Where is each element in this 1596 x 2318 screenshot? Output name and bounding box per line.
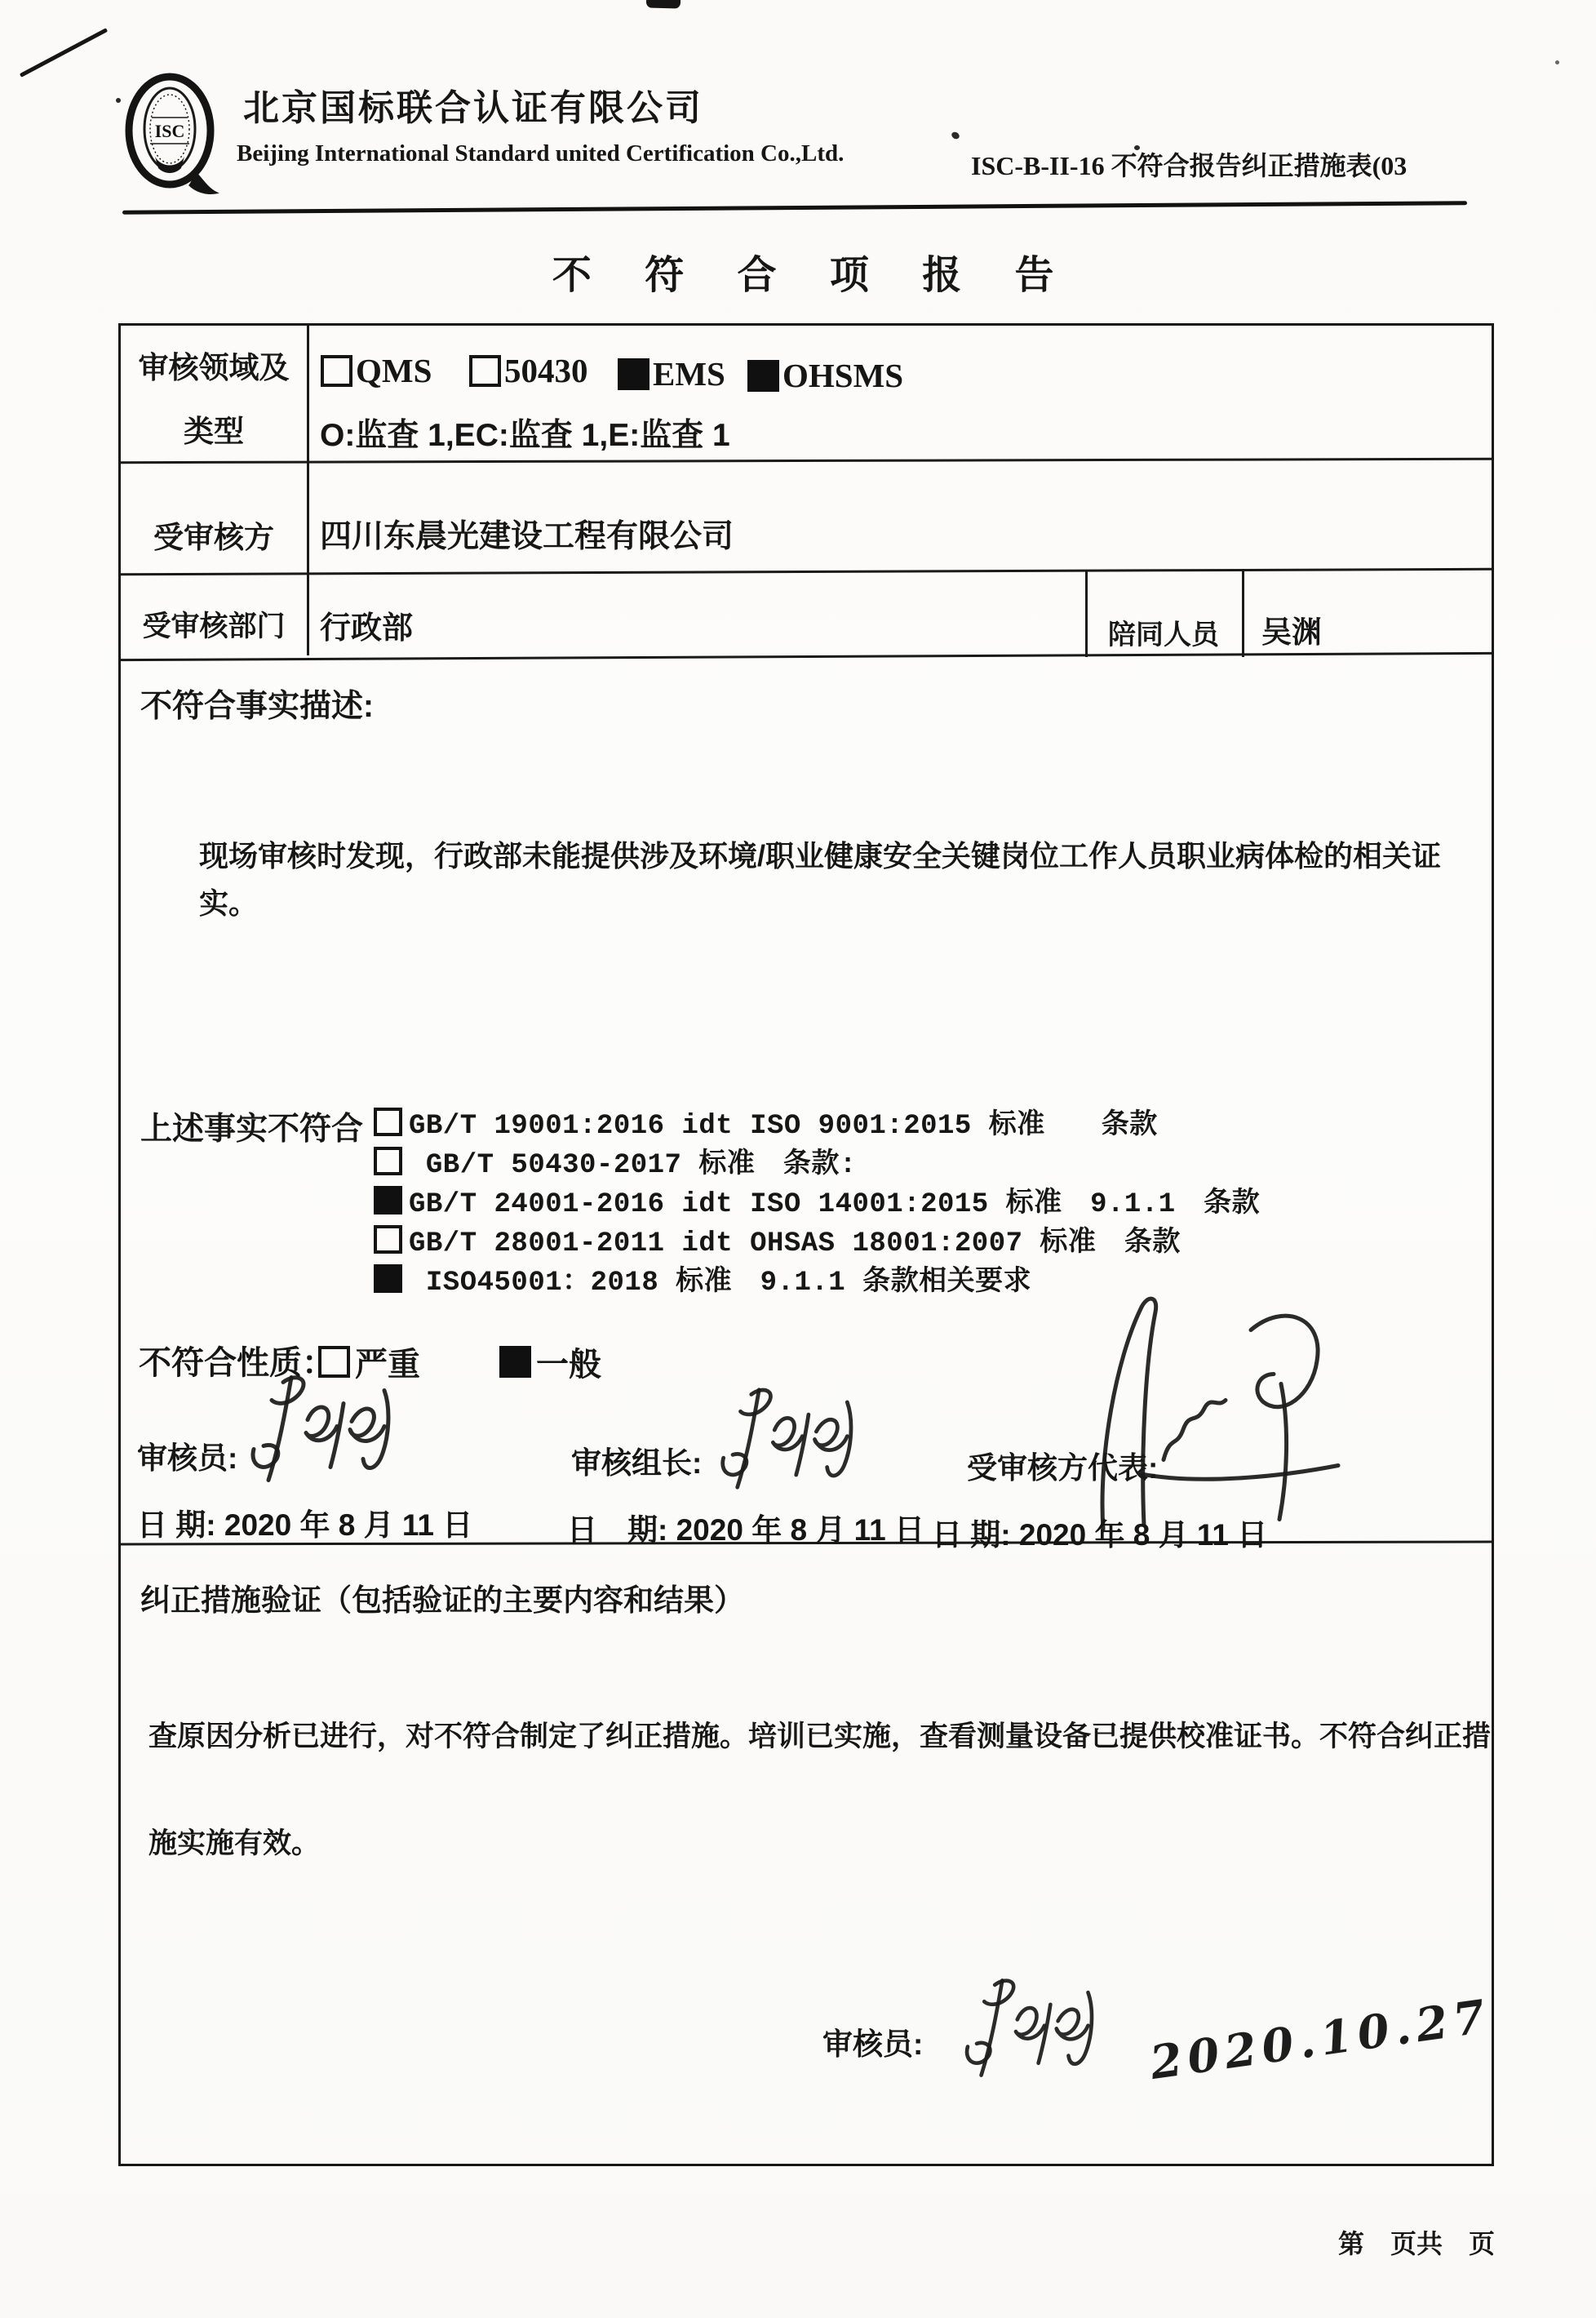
- nature-option-label: 严重: [355, 1347, 420, 1383]
- page-footer: 第 页共 页: [1338, 2229, 1496, 2258]
- standard-item: [374, 1180, 1260, 1219]
- scope-option-label: EMS: [653, 355, 725, 393]
- logo-text: ISC: [154, 121, 185, 141]
- scope-option-label: OHSMS: [782, 357, 904, 394]
- signature-auditee-representative: [1075, 1283, 1357, 1543]
- checkbox-ems: [618, 358, 649, 390]
- lead-auditor-date: 日 期: 2020 年 8 月 11 日: [567, 1513, 925, 1547]
- auditee-representative-date: 日 期: 2020 年 8 月 11 日: [932, 1518, 1268, 1552]
- checkbox-gbt28001: [374, 1225, 402, 1254]
- checkbox-gbt24001: [374, 1186, 402, 1215]
- checkbox-50430: [469, 355, 501, 387]
- lead-auditor-label: 审核组长:: [571, 1446, 703, 1480]
- standard-text: GB/T 19001:2016 idt ISO 9001:2015 标准 条款: [409, 1111, 1158, 1142]
- standard-text: GB/T 50430-2017 标准 条款:: [409, 1150, 857, 1181]
- standard-item: [374, 1141, 1260, 1180]
- audit-type-line: O:监査 1,EC:监査 1,E:监査 1: [320, 418, 730, 453]
- scope-option-ems: [618, 357, 725, 391]
- scan-mark: [646, 0, 681, 9]
- clause-label: 上述事实不符合: [140, 1112, 364, 1147]
- facts-heading: 不符合事实描述:: [140, 689, 374, 724]
- scope-option-ohsms: [747, 359, 903, 393]
- doc-number: ISC-B-II-16 不符合报告纠正措施表(03: [971, 151, 1408, 180]
- signature-verification-auditor: [948, 1965, 1121, 2089]
- nature-option-label: 一般: [536, 1347, 601, 1383]
- standard-text: GB/T 24001-2016 idt ISO 14001:2015 标准 9.1.1 条款: [409, 1189, 1261, 1220]
- auditee-representative-label: 受审核方代表:: [967, 1451, 1159, 1485]
- scan-speck: [951, 131, 961, 140]
- auditee-value: 四川东晨光建设工程有限公司: [320, 519, 734, 554]
- verification-heading: 纠正措施验证（包括验证的主要内容和结果）: [140, 1583, 744, 1617]
- signature-auditor: [233, 1368, 420, 1489]
- companion-value: 吴渊: [1261, 615, 1322, 649]
- scan-mark: [20, 28, 108, 78]
- handwritten-date: 2020.10.27: [1146, 1989, 1495, 2090]
- facts-body: 现场审核时发现，行政部未能提供涉及环境/职业健康安全关键岗位工作人员职业病体检的相关证实。: [199, 839, 1442, 920]
- checkbox-iso45001: [374, 1264, 402, 1293]
- scope-option-50430: [469, 354, 588, 388]
- column-divider: [307, 323, 309, 655]
- scope-option-label: 50430: [504, 352, 588, 389]
- checkbox-general: [499, 1346, 531, 1378]
- standard-text: GB/T 28001-2011 idt OHSAS 18001:2007 标准 条款: [409, 1228, 1181, 1259]
- standard-item: [374, 1219, 1260, 1259]
- scan-speck: [116, 98, 121, 103]
- auditor-date: 日 期: 2020 年 8 月 11 日: [137, 1508, 473, 1542]
- scan-speck: [1555, 60, 1559, 64]
- company-logo: [124, 69, 222, 201]
- company-name-cn: 北京国标联合认证有限公司: [243, 88, 703, 128]
- verification-body: 查原因分析已进行，对不符合制定了纠正措施。培训已实施，查看测量设备已提供校准证书。不符合纠正措施实施有效。: [149, 1721, 1492, 1859]
- nature-label: 不符合性质：: [139, 1345, 335, 1381]
- header-rule: [122, 201, 1467, 215]
- checkbox-qms: [321, 355, 352, 387]
- scope-label-line1: 审核领域及: [138, 351, 290, 384]
- page-title: 不 符 合 项 报 告: [552, 254, 1075, 297]
- scope-label-line2: 类型: [184, 415, 244, 448]
- checkbox-gbt50430: [374, 1147, 402, 1175]
- company-name-en: Beijing International Standard united Certification Co.,Ltd.: [237, 140, 845, 167]
- department-label: 受审核部门: [142, 611, 286, 642]
- nature-option-general: [499, 1339, 601, 1385]
- scope-option-qms: [321, 354, 432, 388]
- auditee-label: 受审核方: [153, 521, 274, 554]
- standard-item: [374, 1102, 1260, 1141]
- signature-lead-auditor: [703, 1378, 881, 1499]
- standards-list: [374, 1102, 1260, 1298]
- auditor-label: 审核员:: [137, 1441, 238, 1475]
- department-value: 行政部: [320, 611, 414, 646]
- verification-auditor-label: 审核员:: [822, 2027, 924, 2061]
- checkbox-ohsms: [747, 360, 779, 392]
- column-divider: [1242, 571, 1244, 657]
- companion-label: 陪同人员: [1108, 619, 1219, 651]
- scope-option-label: QMS: [356, 352, 432, 389]
- standard-text: ISO45001：2018 标准 9.1.1 条款相关要求: [409, 1268, 1032, 1299]
- checkbox-gbt19001: [374, 1108, 402, 1136]
